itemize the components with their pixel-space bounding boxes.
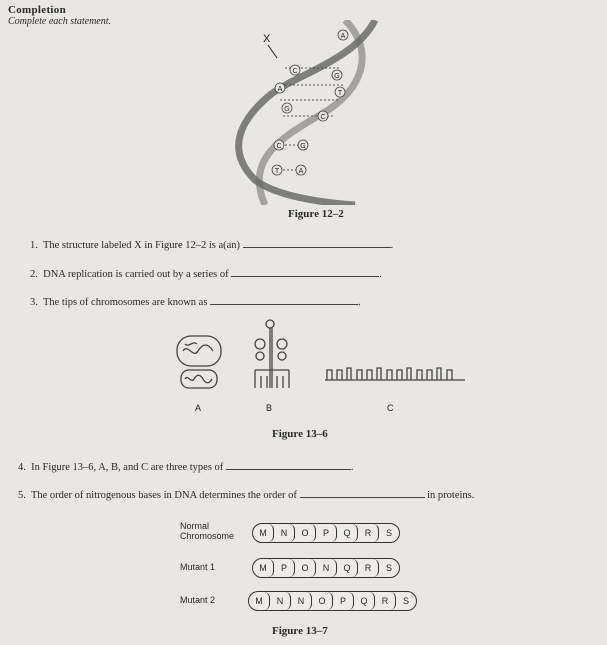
chromosome-row-label: Normal Chromosome bbox=[180, 521, 235, 541]
figure-13-6-illustration bbox=[175, 318, 465, 418]
question-2: 2. DNA replication is carried out by a series of . bbox=[30, 266, 382, 280]
figure-13-6-label-a: A bbox=[195, 403, 202, 413]
figure-13-6-caption: Figure 13–6 bbox=[272, 428, 328, 440]
dna-double-helix-figure bbox=[225, 20, 395, 205]
question-5: 5. The order of nitrogenous bases in DNA determines the order of in proteins. bbox=[18, 487, 474, 501]
base-letter: A bbox=[298, 168, 304, 175]
label-x: X bbox=[263, 33, 271, 45]
gene-segment: S bbox=[402, 596, 409, 606]
gene-segment: N bbox=[270, 592, 291, 610]
gene-segment: N bbox=[316, 559, 337, 577]
base-letter: C bbox=[320, 114, 326, 121]
figure-13-6-label-c: C bbox=[387, 403, 394, 413]
answer-blank-5[interactable] bbox=[300, 487, 425, 498]
label-x-pointer bbox=[268, 45, 277, 58]
base-letter: G bbox=[334, 73, 340, 80]
base-letter: G bbox=[284, 106, 290, 113]
section-title: Completion bbox=[8, 4, 66, 16]
gene-segment: N bbox=[274, 524, 295, 542]
figure-13-6-label-b: B bbox=[266, 403, 273, 413]
base-letter: C bbox=[276, 143, 282, 150]
gene-segment: S bbox=[385, 528, 392, 538]
gene-segment: O bbox=[295, 559, 316, 577]
answer-blank-4[interactable] bbox=[226, 459, 351, 470]
chromosome-row-label: Mutant 2 bbox=[180, 595, 216, 605]
section-instructions: Complete each statement. bbox=[8, 16, 112, 27]
gene-segment: R bbox=[358, 524, 379, 542]
figure-13-6-part-a bbox=[177, 336, 221, 388]
base-letter: T bbox=[337, 90, 343, 97]
gene-segment: Q bbox=[337, 559, 358, 577]
chromosome-row-label: Mutant 1 bbox=[180, 562, 216, 572]
figure-13-6-part-c bbox=[325, 368, 465, 380]
chromosome-bar bbox=[252, 558, 400, 578]
gene-segment: M bbox=[253, 524, 274, 542]
question-1: 1. The structure labeled X in Figure 12–2 is a(an) . bbox=[30, 237, 393, 251]
gene-segment: N bbox=[291, 592, 312, 610]
base-letter: T bbox=[274, 168, 280, 175]
figure-13-7-caption: Figure 13–7 bbox=[272, 625, 328, 637]
figure-13-6-part-b bbox=[255, 320, 289, 388]
base-letter: G bbox=[300, 143, 306, 150]
gene-segment: P bbox=[274, 559, 295, 577]
gene-segment: M bbox=[253, 559, 274, 577]
gene-segment: O bbox=[312, 592, 333, 610]
chromosome-bar bbox=[252, 523, 400, 543]
question-3: 3. The tips of chromosomes are known as . bbox=[30, 294, 361, 308]
gene-segment: R bbox=[375, 592, 396, 610]
gene-segment: Q bbox=[354, 592, 375, 610]
base-letter: A bbox=[340, 33, 346, 40]
answer-blank-1[interactable] bbox=[243, 237, 391, 248]
question-4: 4. In Figure 13–6, A, B, and C are three types of . bbox=[18, 459, 354, 473]
gene-segment: R bbox=[358, 559, 379, 577]
answer-blank-2[interactable] bbox=[231, 266, 379, 277]
gene-segment: P bbox=[316, 524, 337, 542]
base-letter: C bbox=[292, 68, 298, 75]
gene-segment: P bbox=[333, 592, 354, 610]
figure-12-2-caption: Figure 12–2 bbox=[288, 208, 344, 220]
gene-segment: Q bbox=[337, 524, 358, 542]
gene-segment: M bbox=[249, 592, 270, 610]
base-letter: A bbox=[277, 86, 283, 93]
chromosome-bar bbox=[248, 591, 417, 611]
gene-segment: S bbox=[385, 563, 392, 573]
gene-segment: O bbox=[295, 524, 316, 542]
answer-blank-3[interactable] bbox=[210, 294, 358, 305]
